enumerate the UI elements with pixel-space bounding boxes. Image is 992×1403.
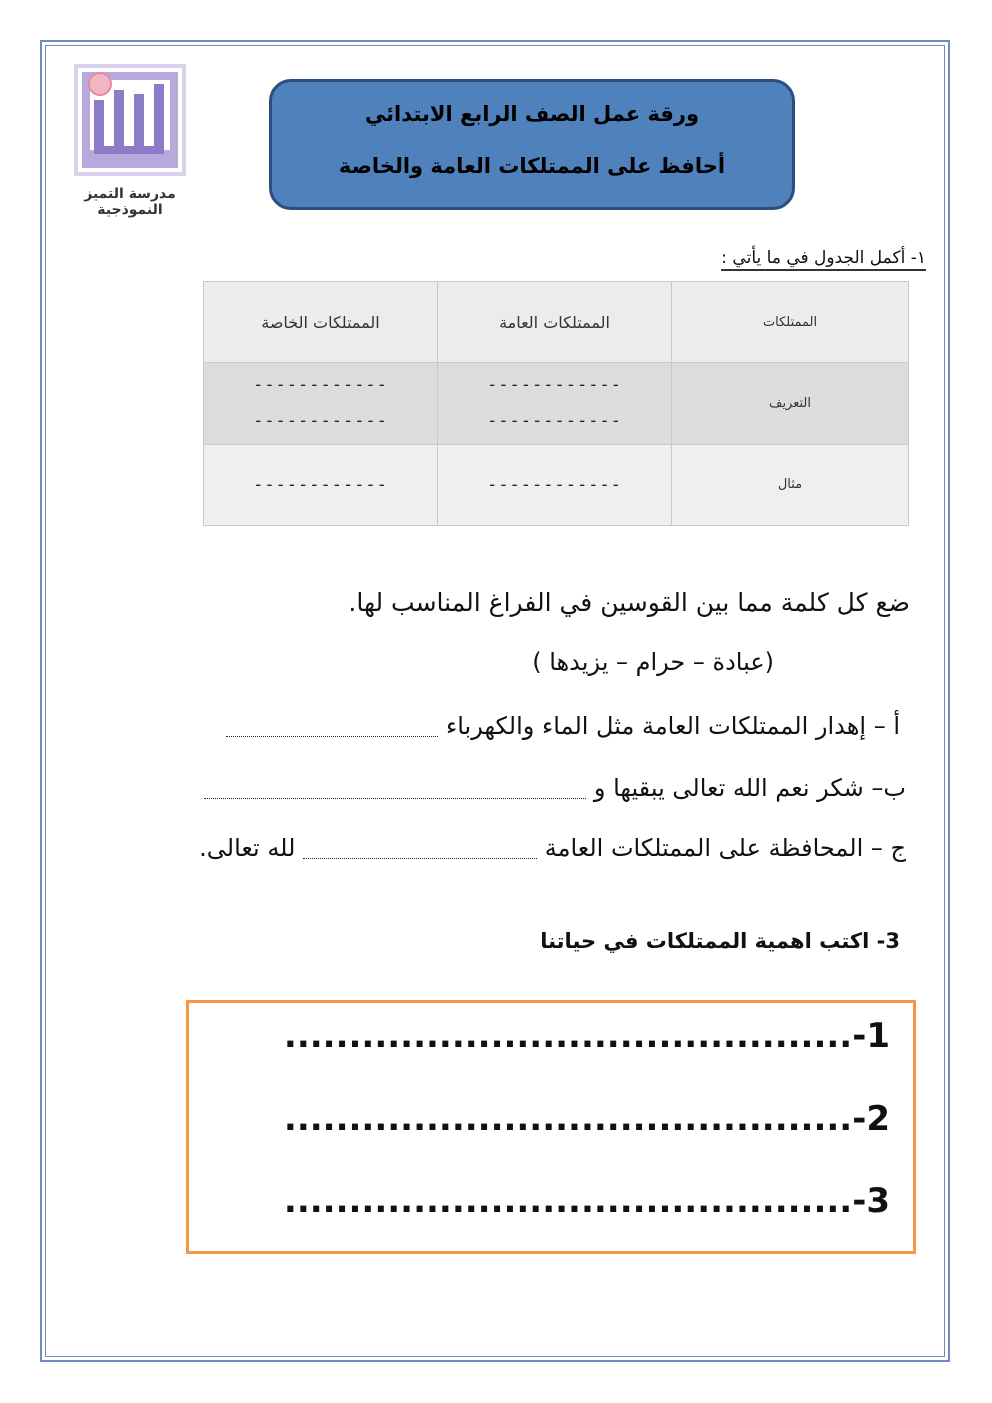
fill-blank-space[interactable]: [204, 780, 586, 799]
fill-blank-text: ب– شكر نعم الله تعالى يبقيها و: [593, 774, 906, 802]
answer-line: ------------: [253, 474, 388, 495]
row-label: مثال: [672, 444, 909, 525]
table-header-row: [204, 282, 909, 363]
worksheet-title: ورقة عمل الصف الرابع الابتدائي: [364, 102, 700, 126]
answer-line[interactable]: 2-............................................: [283, 1099, 890, 1139]
answer-cell[interactable]: [438, 363, 672, 444]
answer-cell[interactable]: [438, 444, 672, 525]
table-row: [204, 363, 909, 444]
fill-blank-item: [226, 712, 900, 740]
fill-blank-space[interactable]: [226, 718, 438, 737]
fill-blank-item: [204, 774, 906, 802]
answer-line: ------------: [487, 474, 622, 495]
question2-word-bank: (عبادة – حرام – يزيدها ): [532, 648, 774, 676]
worksheet-subtitle: أحافظ على الممتلكات العامة والخاصة: [338, 154, 726, 178]
answer-cell[interactable]: [204, 444, 438, 525]
question2-instruction: ضع كل كلمة مما بين القوسين في الفراغ المناسب لها.: [348, 588, 910, 617]
table-header-cell: الممتلكات: [672, 282, 909, 363]
answer-cell[interactable]: [204, 363, 438, 444]
answer-line: ------------: [253, 411, 388, 432]
fill-blank-text: أ – إهدار الممتلكات العامة مثل الماء والكهرباء: [445, 712, 900, 740]
question3-title: 3- اكتب اهمية الممتلكات في حياتنا: [540, 929, 900, 953]
fill-blank-text: ج – المحافظة على الممتلكات العامة: [544, 834, 906, 862]
table-header-cell: الممتلكات الخاصة: [204, 282, 438, 363]
question1-title: ١- أكمل الجدول في ما يأتي :: [721, 248, 926, 271]
table-header-cell: الممتلكات العامة: [438, 282, 672, 363]
row-label: التعريف: [672, 363, 909, 444]
answer-line: ------------: [487, 411, 622, 432]
fill-blank-suffix: لله تعالى.: [199, 834, 296, 862]
answer-line[interactable]: 1-............................................: [283, 1016, 890, 1056]
fill-blank-item: [199, 834, 906, 862]
answer-line: ------------: [253, 375, 388, 396]
answer-line[interactable]: 3-............................................: [283, 1181, 890, 1221]
properties-table: [203, 281, 909, 526]
fill-blank-space[interactable]: [303, 840, 537, 859]
school-logo: [70, 60, 190, 180]
answer-line: ------------: [487, 375, 622, 396]
school-name: مدرسة التميز النموذجية: [84, 186, 176, 218]
worksheet-title-box: [269, 79, 795, 210]
table-row: [204, 444, 909, 525]
